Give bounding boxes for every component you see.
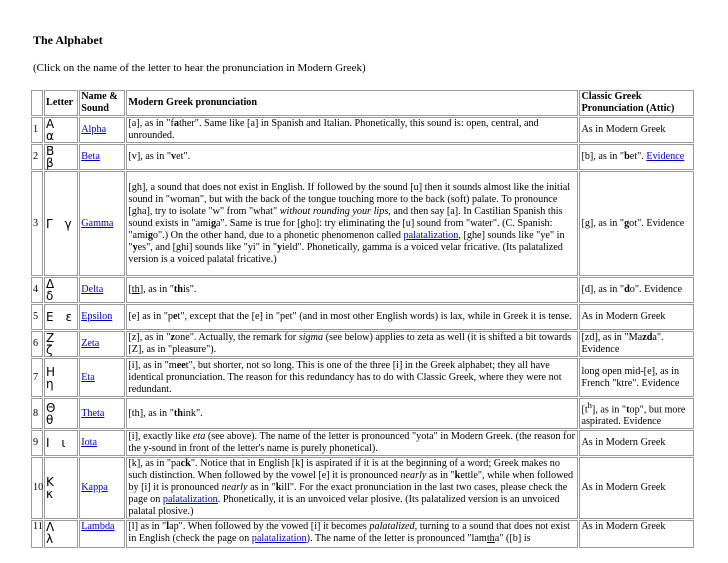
row-number: 1 [31, 117, 43, 143]
letter-name-cell [79, 117, 125, 143]
header-modern: Modern Greek pronunciation [126, 90, 578, 116]
emphasis-bold: e [173, 311, 178, 322]
letter-glyph: Κ κ [44, 457, 78, 519]
palatalization-link[interactable]: palatalization [251, 533, 307, 545]
letter-name-cell [79, 304, 125, 330]
row-number: 11 [31, 520, 43, 548]
palatalization-link[interactable]: palatalization [403, 229, 459, 241]
letter-name-link-lambda[interactable]: Lambda [81, 521, 115, 533]
emphasis-bold: ck [180, 458, 191, 470]
emphasis-italic: eta [192, 431, 206, 443]
letter-name-cell [79, 331, 125, 357]
classic-pronunciation: [zd], as in "Mazda". Evidence [579, 331, 694, 357]
classic-pronunciation: [g], as in "got". Evidence [579, 171, 694, 276]
emphasis-bold: zd [642, 332, 653, 343]
classic-pronunciation: As in Modern Greek [579, 304, 694, 330]
header-row [31, 90, 694, 116]
row-number: 6 [31, 331, 43, 357]
letter-name-link-alpha[interactable]: Alpha [81, 124, 107, 135]
emphasis-italic: nearly [221, 482, 248, 494]
letter-name-link-theta[interactable]: Theta [81, 407, 105, 419]
emphasis-bold: t [626, 404, 630, 416]
modern-pronunciation: [a], as in "father". Same like [a] in Spanish and Italian. Phonetically, this sound is: open, central, and unrounded. [126, 117, 578, 143]
letter-glyph: Θ θ [44, 398, 78, 429]
letter-row [31, 331, 694, 357]
emphasis-bold: d [624, 284, 630, 295]
letter-name-link-eta[interactable]: Eta [81, 371, 95, 383]
classic-pronunciation: As in Modern Greek [579, 117, 694, 143]
classic-pronunciation: As in Modern Greek [579, 430, 694, 456]
row-number: 2 [31, 144, 43, 170]
modern-pronunciation: [i], as in "meet", but shorter, not so long. This is one of the three [i] in the Greek alphabet; they all have identical pronunciation. The reason for this redundancy has to do with Classic Greek, where they were not redundant. [126, 358, 578, 397]
modern-pronunciation: [th], as in "think". [126, 398, 578, 429]
letter-row [31, 171, 694, 276]
modern-pronunciation: [l] as in "lap". When followed by the vowed [i] it becomes palatalized, turning to a sound that does not exist in English (check the page on palatalization). The name of the letter is pronounced "lamtha" ([b] is [126, 520, 578, 548]
letter-name-cell [79, 457, 125, 519]
header-classic: Classic Greek Pronunciation (Attic) [579, 90, 694, 116]
emphasis-bold: th [173, 407, 183, 419]
modern-pronunciation: [k], as in "pack". Notice that in English [k] is aspirated if it is at the beginning of a word; Greek makes no such distinction. When followed by the vowel [e] it is pronounced nearly as in "kettle", while when followed by [i] it is pronounced nearly as in "kill". For the exact pronunciation in the last two cases, please check the page on palatalization. Phonetically, it is an unvoiced velar plosive. (Its palatalized version is an unvoiced palatal plosive.) [126, 457, 578, 519]
row-number: 9 [31, 430, 43, 456]
emphasis-bold: y [277, 241, 283, 253]
emphasis-bold: a [173, 118, 179, 129]
letter-glyph: Ζ ζ [44, 331, 78, 357]
letter-row [31, 358, 694, 397]
row-number: 5 [31, 304, 43, 330]
superscript: h [587, 400, 592, 410]
emphasis-bold: v [171, 151, 177, 162]
emphasis-bold: s [189, 344, 194, 355]
row-number: 8 [31, 398, 43, 429]
classic-pronunciation: long open mid-[e], as in French "ktre". Evidence [579, 358, 694, 397]
emphasis-bold: k [275, 482, 282, 494]
letter-glyph: Ι ι [44, 430, 78, 456]
letter-row [31, 117, 694, 143]
emphasis-bold: b [624, 151, 630, 162]
emphasis-underline: th [131, 284, 140, 295]
letter-row [31, 144, 694, 170]
header-letter: Letter [44, 90, 78, 116]
classic-pronunciation: [d], as in "do". Evidence [579, 277, 694, 303]
letter-name-link-kappa[interactable]: Kappa [81, 482, 108, 494]
classic-pronunciation: As in Modern Greek [579, 457, 694, 519]
classic-pronunciation: [b], as in "bet". Evidence [579, 144, 694, 170]
header-num [31, 90, 43, 116]
modern-pronunciation: [v], as in "vet". [126, 144, 578, 170]
emphasis-bold: z [170, 332, 175, 343]
modern-pronunciation: [i], exactly like eta (see above). The name of the letter is pronounced "yota" in Modern Greek. (the reason for the y-sound in front of the letter's name is purely phonetical). [126, 430, 578, 456]
letter-name-link-epsilon[interactable]: Epsilon [81, 311, 113, 322]
letter-name-cell [79, 430, 125, 456]
header-name-sound: Name & Sound [79, 90, 125, 116]
letter-name-cell [79, 144, 125, 170]
letter-glyph: Α α [44, 117, 78, 143]
letter-row [31, 457, 694, 519]
emphasis-bold: y [132, 241, 138, 253]
modern-pronunciation: [gh], a sound that does not exist in English. If followed by the sound [u] then it sounds almost like the initial sound in "woman", but with the back of the tongue touching more to the back (soft) palate. To pronounce [gha], try to isolate "w" from "what" without rounding your lips, and then say [a]. In Castilian Spanish this sound exists in "amiga". Same is true for [gho]: try eliminating the [u] sound from "water". (C. Spanish: "amigo".) On the other hand, due to a phonetic phenomenon called palatalization, [ghe] sounds like "ye" in "yes", and [ghi] sounds like "yi" in "yield". Phonetically, gamma is a voiced velar fricative. (Its palatalized version is a voiced palatal fricative.) [126, 171, 578, 276]
letter-name-link-delta[interactable]: Delta [81, 284, 104, 295]
row-number: 3 [31, 171, 43, 276]
letter-row [31, 398, 694, 429]
page-title: The Alphabet [33, 33, 103, 47]
letter-row [31, 520, 694, 548]
classic-pronunciation: $[t^h]$, as in "top", but more aspirated. Evidence [579, 398, 694, 429]
letter-glyph: Δ δ [44, 277, 78, 303]
emphasis-italic: nearly [400, 470, 427, 482]
letter-glyph: Ε ε [44, 304, 78, 330]
modern-pronunciation: [z], as in "zone". Actually, the remark for sigma (see below) applies to zeta as well (it is shifted a bit towards [Z], as in "pleasure"). [126, 331, 578, 357]
evidence-link[interactable]: Evidence [646, 151, 685, 162]
letter-name-cell [79, 358, 125, 397]
emphasis-bold: ee [176, 359, 186, 371]
emphasis-bold: g [210, 217, 217, 229]
modern-pronunciation: [e] as in "pet", except that the [e] in "pet" (and in most other English words) is lax, while in Greek it is tense. [126, 304, 578, 330]
emphasis-italic: without rounding your lips, [279, 205, 391, 217]
palatalization-link[interactable]: palatalization [162, 494, 218, 506]
letter-name-link-beta[interactable]: Beta [81, 151, 100, 162]
page-subtitle: (Click on the name of the letter to hear the pronunciation in Modern Greek) [33, 62, 366, 74]
letter-name-link-gamma[interactable]: Gamma [81, 217, 114, 229]
classic-pronunciation: As in Modern Greek [579, 520, 694, 548]
letter-name-cell [79, 277, 125, 303]
letter-name-cell [79, 171, 125, 276]
letter-row [31, 277, 694, 303]
row-number: 4 [31, 277, 43, 303]
letter-row [31, 304, 694, 330]
letter-name-cell [79, 398, 125, 429]
letter-glyph: Λ λ [44, 520, 78, 548]
letter-name-link-iota[interactable]: Iota [81, 437, 98, 449]
letter-glyph: Η η [44, 358, 78, 397]
letter-name-link-zeta[interactable]: Zeta [81, 338, 100, 349]
emphasis-underline: th [486, 533, 495, 545]
row-number: 7 [31, 358, 43, 397]
emphasis-italic: sigma [298, 332, 324, 343]
letter-glyph: Β β [44, 144, 78, 170]
emphasis-italic: palatalized, [369, 521, 418, 533]
row-number: 10 [31, 457, 43, 519]
modern-pronunciation: [th], as in "this". [126, 277, 578, 303]
emphasis-bold: g [147, 229, 153, 241]
emphasis-bold: k [454, 470, 461, 482]
letter-glyph: Γ γ [44, 171, 78, 276]
alphabet-table [30, 89, 695, 549]
letter-row [31, 430, 694, 456]
emphasis-bold: g [624, 217, 630, 229]
emphasis-bold: l [166, 521, 170, 533]
emphasis-bold: th [173, 284, 183, 295]
letter-name-cell [79, 520, 125, 548]
